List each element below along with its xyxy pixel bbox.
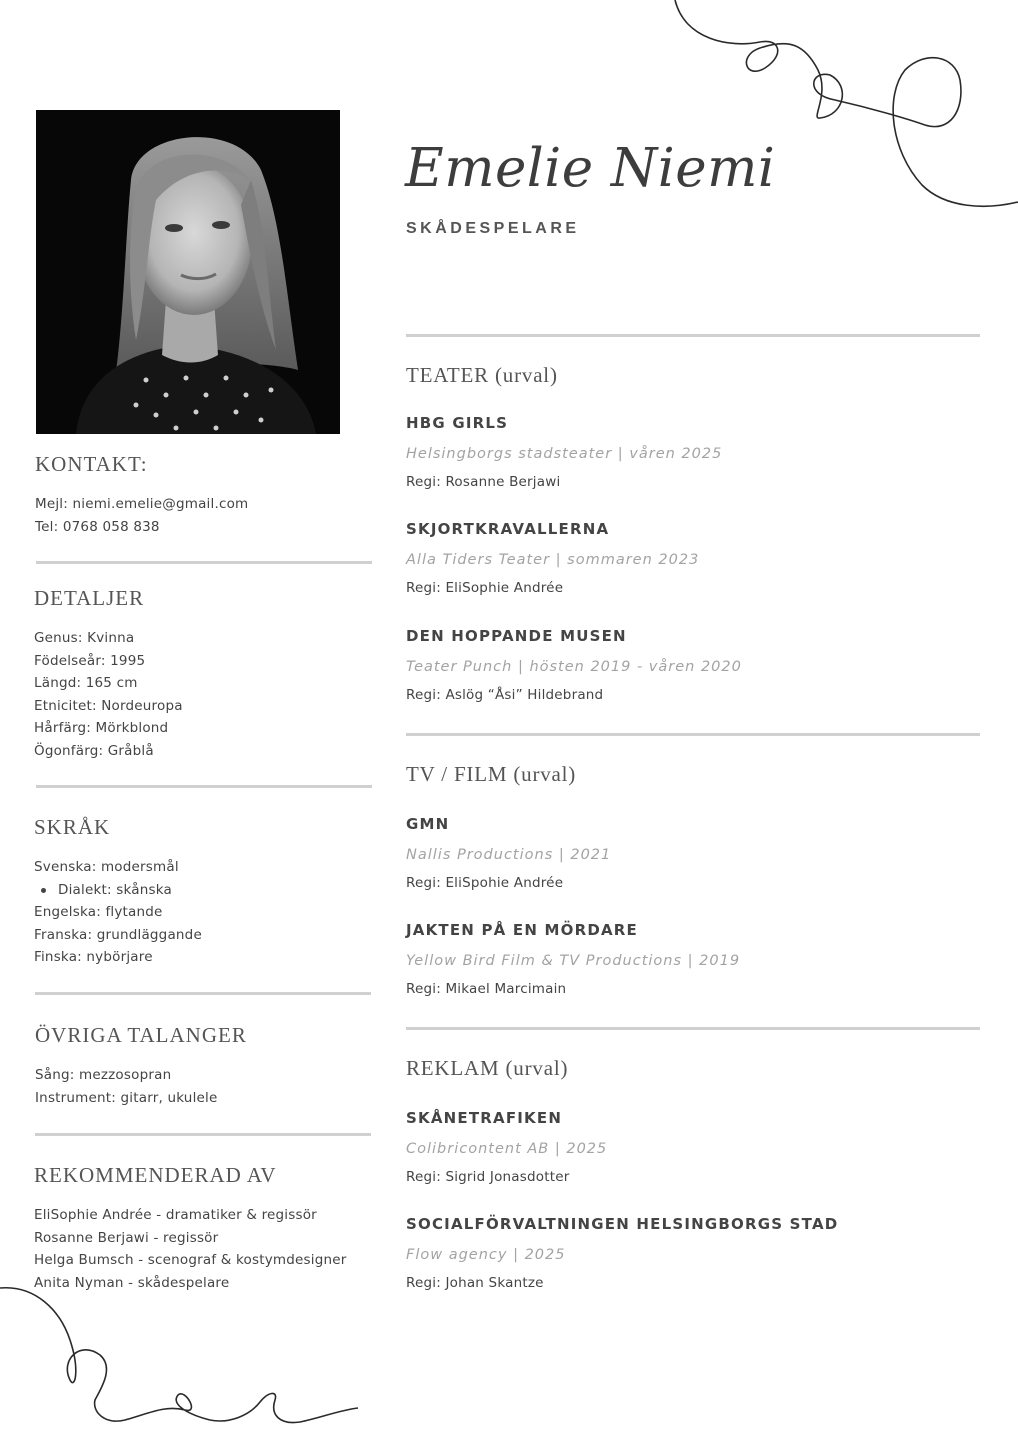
entry-subtitle: Helsingborgs stadsteater | våren 2025 <box>406 446 723 462</box>
entry-subtitle: Teater Punch | hösten 2019 - våren 2020 <box>406 659 742 675</box>
entry-title: SOCIALFÖRVALTNINGEN HELSINGBORGS STAD <box>406 1215 839 1233</box>
entry-regi: Regi: Rosanne Berjawi <box>406 474 561 490</box>
detalj-item: Födelseår: 1995 <box>34 652 146 669</box>
talanger-section <box>35 1023 247 1109</box>
entry-title: SKJORTKRAVALLERNA <box>406 520 610 538</box>
rekommenderad-section <box>34 1163 347 1294</box>
portrait-illustration <box>36 110 340 434</box>
entry-title: JAKTEN PÅ EN MÖRDARE <box>406 921 639 939</box>
entry-title: GMN <box>406 815 450 833</box>
swirl-bottom-left-decoration <box>0 1280 365 1439</box>
entry-title: HBG GIRLS <box>406 414 509 432</box>
kontakt-heading: KONTAKT: <box>35 452 148 476</box>
tvfilm-entry <box>406 921 740 997</box>
reklam-entry <box>406 1215 838 1291</box>
sprak-section <box>34 815 202 969</box>
entry-title: DEN HOPPANDE MUSEN <box>406 627 627 645</box>
entry-regi: Regi: EliSophie Andrée <box>406 580 564 596</box>
divider-left-4 <box>35 1133 371 1136</box>
entry-regi: Regi: Sigrid Jonasdotter <box>406 1169 570 1185</box>
teater-entry <box>406 627 742 703</box>
reklam-entry <box>406 1109 607 1185</box>
tvfilm-section <box>406 762 741 997</box>
detalj-item: Hårfärg: Mörkblond <box>34 720 169 736</box>
sprak-item: Franska: grundläggande <box>34 926 202 943</box>
referens-item: Rosanne Berjawi - regissör <box>34 1229 219 1246</box>
referens-item: Helga Bumsch - scenograf & kostymdesigner <box>34 1252 347 1268</box>
divider-left-1 <box>36 561 372 564</box>
profile-photo <box>36 110 340 434</box>
sprak-item: Svenska: modersmål <box>34 859 179 875</box>
teater-section <box>406 363 742 703</box>
entry-subtitle: Flow agency | 2025 <box>406 1247 566 1263</box>
teater-entry <box>406 414 722 490</box>
detalj-item: Längd: 165 cm <box>34 675 138 691</box>
teater-entry <box>406 520 699 596</box>
reklam-section <box>406 1056 839 1291</box>
talang-item: Instrument: gitarr, ukulele <box>35 1089 218 1106</box>
entry-regi: Regi: Mikael Marcimain <box>406 981 567 997</box>
tvfilm-heading: TV / FILM (urval) <box>406 762 577 786</box>
detaljer-section <box>34 586 183 762</box>
sprak-bullet-item: Dialekt: skånska <box>34 879 202 902</box>
talang-item: Sång: mezzosopran <box>35 1067 172 1083</box>
detalj-item: Ögonfärg: Gråblå <box>34 742 154 759</box>
candidate-name: Emelie Niemi <box>405 138 776 199</box>
tvfilm-entry <box>406 815 611 891</box>
sprak-heading: SKRÅK <box>34 815 111 839</box>
teater-heading: TEATER (urval) <box>406 363 558 387</box>
talanger-heading: ÖVRIGA TALANGER <box>35 1023 247 1047</box>
entry-subtitle: Nallis Productions | 2021 <box>406 847 612 863</box>
referens-item: Anita Nyman - skådespelare <box>34 1274 230 1291</box>
entry-regi: Regi: Johan Skantze <box>406 1275 544 1291</box>
detalj-item: Genus: Kvinna <box>34 630 135 646</box>
entry-subtitle: Yellow Bird Film & TV Productions | 2019 <box>406 953 741 969</box>
sprak-item: Finska: nybörjare <box>34 949 153 965</box>
rekommenderad-heading: REKOMMENDERAD AV <box>34 1163 277 1187</box>
sprak-item: Engelska: flytande <box>34 904 163 920</box>
detalj-item: Etnicitet: Nordeuropa <box>34 697 183 714</box>
entry-subtitle: Colibricontent AB | 2025 <box>406 1141 608 1157</box>
divider-left-2 <box>36 785 372 788</box>
candidate-role: SKÅDESPELARE <box>406 220 580 237</box>
divider-right-1 <box>406 733 980 736</box>
entry-title: SKÅNETRAFIKEN <box>406 1109 563 1127</box>
divider-left-3 <box>35 992 371 995</box>
entry-regi: Regi: Aslög “Åsi” Hildebrand <box>406 687 604 703</box>
referens-item: EliSophie Andrée - dramatiker & regissör <box>34 1207 317 1223</box>
entry-regi: Regi: EliSpohie Andrée <box>406 875 564 891</box>
kontakt-section <box>35 452 248 538</box>
kontakt-phone: Tel: 0768 058 838 <box>35 518 160 535</box>
entry-subtitle: Alla Tiders Teater | sommaren 2023 <box>406 552 700 568</box>
divider-right-2 <box>406 1027 980 1030</box>
reklam-heading: REKLAM (urval) <box>406 1056 569 1080</box>
kontakt-email: Mejl: niemi.emelie@gmail.com <box>35 496 249 512</box>
divider-top <box>406 334 980 337</box>
detaljer-heading: DETALJER <box>34 586 145 610</box>
